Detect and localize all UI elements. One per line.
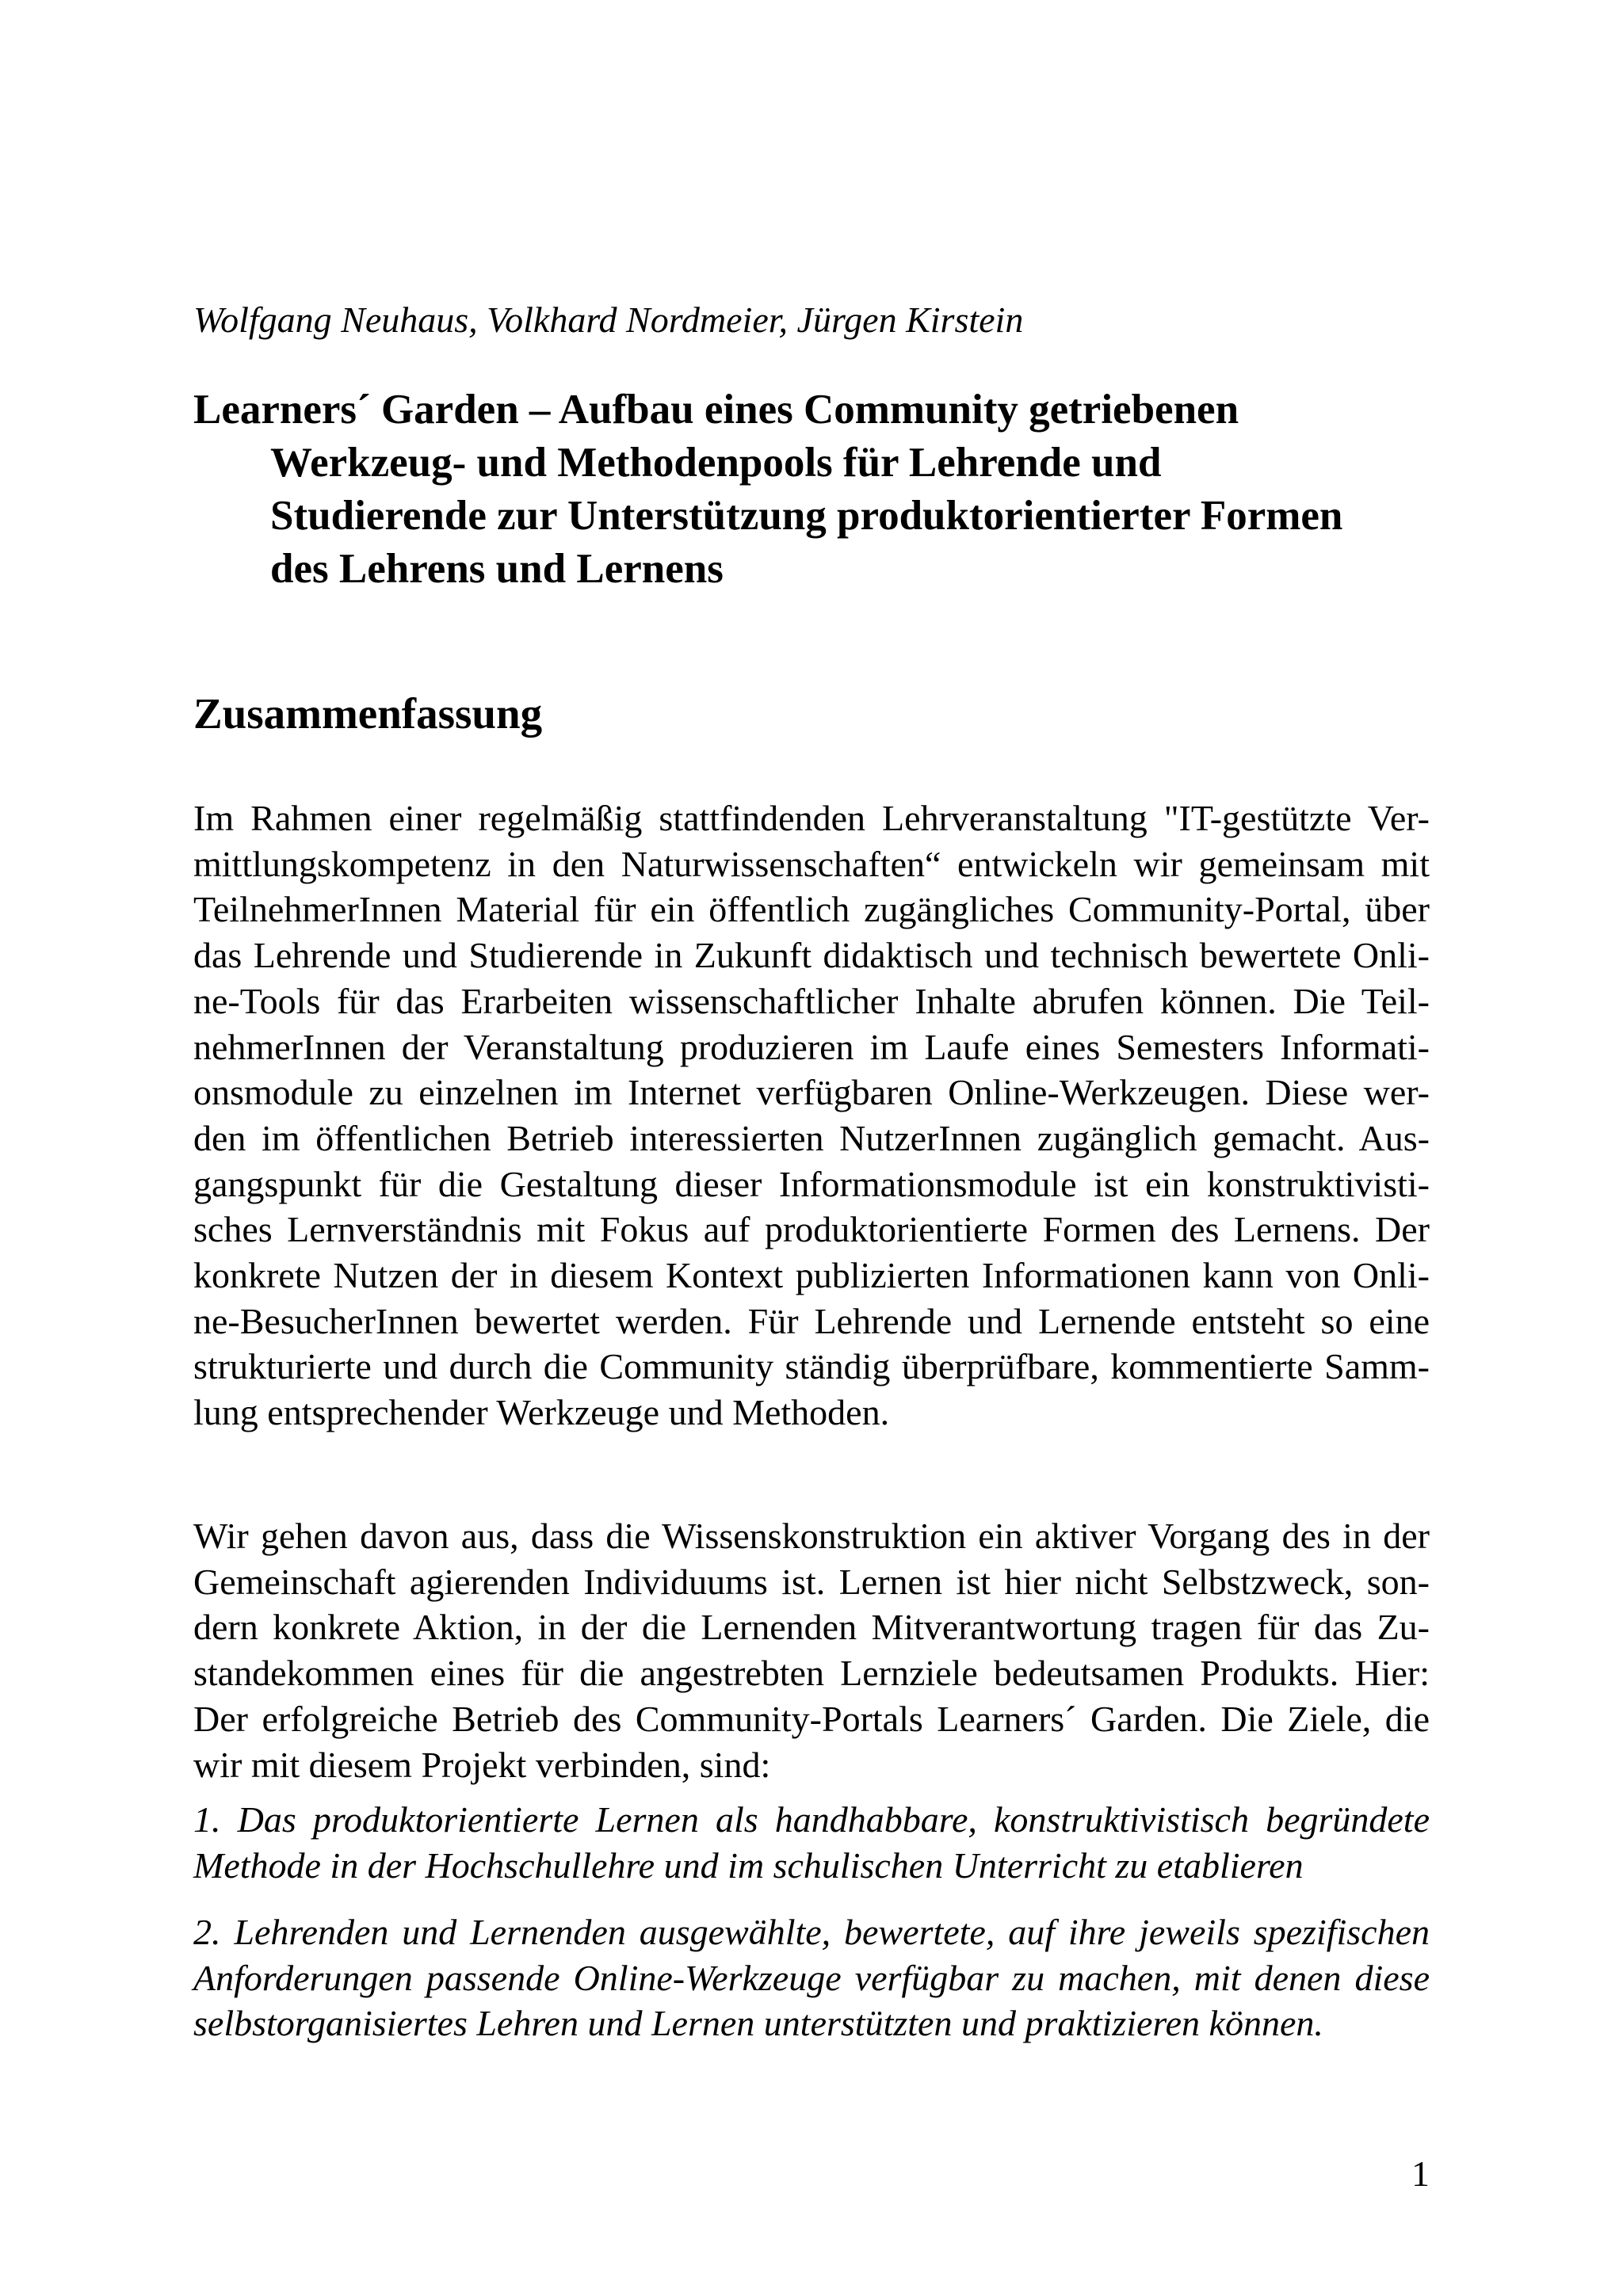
text-line: Gemeinschaft agierenden Individuums ist. Lernen ist hier nicht Selbstzweck, son- (193, 1561, 1430, 1602)
title-line: des Lehrens und Lernens (270, 546, 724, 592)
goal-item-2 (193, 1909, 1430, 2046)
text-line: mittlungskompetenz in den Naturwissenschaften“ entwickeln wir gemeinsam mit (193, 843, 1430, 884)
text-line: 2. Lehrenden und Lernenden ausgewählte, bewertete, auf ihre jeweils spezifischen (193, 1912, 1430, 1952)
text-line: Wir gehen davon aus, dass die Wissenskonstruktion ein aktiver Vorgang des in der (193, 1516, 1430, 1556)
title-line: Werkzeug- und Methodenpools für Lehrende und (270, 440, 1162, 486)
text-line: lung entsprechender Werkzeuge und Methoden. (193, 1392, 890, 1433)
text-line: TeilnehmerInnen Material für ein öffentlich zugängliches Community-Portal, über (193, 889, 1430, 930)
text-line: strukturierte und durch die Community ständig überprüfbare, kommentierte Samm- (193, 1346, 1430, 1387)
text-line: 1. Das produktorientierte Lernen als handhabbare, konstruktivistisch begründete (193, 1799, 1430, 1840)
page-number: 1 (1411, 2153, 1430, 2194)
text-line: das Lehrende und Studierende in Zukunft didaktisch und technisch bewertete Onli- (193, 935, 1430, 976)
body-paragraph (193, 1513, 1430, 1787)
section-heading: Zusammenfassung (193, 689, 543, 738)
text-line: Der erfolgreiche Betrieb des Community-Portals Learners´ Garden. Die Ziele, die (193, 1698, 1430, 1739)
text-line: wir mit diesem Projekt verbinden, sind: (193, 1744, 771, 1785)
text-line: onsmodule zu einzelnen im Internet verfügbaren Online-Werkzeugen. Diese wer- (193, 1072, 1430, 1113)
text-line: selbstorganisiertes Lehren und Lernen unterstützten und praktizieren können. (193, 2003, 1323, 2044)
text-line: Im Rahmen einer regelmäßig stattfindenden Lehrveranstaltung "IT-gestützte Ver- (193, 798, 1430, 838)
abstract-paragraph (193, 795, 1430, 1436)
title-line: Learners´ Garden – Aufbau eines Community getriebenen (193, 387, 1239, 433)
paper-title (193, 383, 1477, 596)
text-line: standekommen eines für die angestrebten Lernziele bedeutsamen Produkts. Hier: (193, 1653, 1430, 1694)
text-line: Methode in der Hochschullehre und im schulischen Unterricht zu etablieren (193, 1844, 1304, 1886)
text-line: den im öffentlichen Betrieb interessierten NutzerInnen zugänglich gemacht. Aus- (193, 1117, 1430, 1158)
text-line: nehmerInnen der Veranstaltung produzieren im Laufe eines Semesters Informati- (193, 1026, 1430, 1067)
text-line: konkrete Nutzen der in diesem Kontext publizierten Informationen kann von Onli- (193, 1255, 1430, 1296)
authors: Wolfgang Neuhaus, Volkhard Nordmeier, Jürgen Kirstein (193, 299, 1024, 340)
title-line: Studierende zur Unterstützung produktorientierter Formen (270, 493, 1343, 539)
text-line: dern konkrete Aktion, in der die Lernenden Mitverantwortung tragen für das Zu- (193, 1607, 1430, 1648)
text-line: gangspunkt für die Gestaltung dieser Informationsmodule ist ein konstruktivisti- (193, 1163, 1430, 1204)
text-line: ne-BesucherInnen bewertet werden. Für Lehrende und Lernende entsteht so eine (193, 1300, 1430, 1341)
goal-item-1 (193, 1797, 1430, 1888)
text-line: Anforderungen passende Online-Werkzeuge verfügbar zu machen, mit denen diese (193, 1957, 1430, 1998)
text-line: ne-Tools für das Erarbeiten wissenschaftlicher Inhalte abrufen können. Die Teil- (193, 980, 1430, 1021)
text-line: sches Lernverständnis mit Fokus auf produktorientierte Formen des Lernens. Der (193, 1209, 1430, 1250)
